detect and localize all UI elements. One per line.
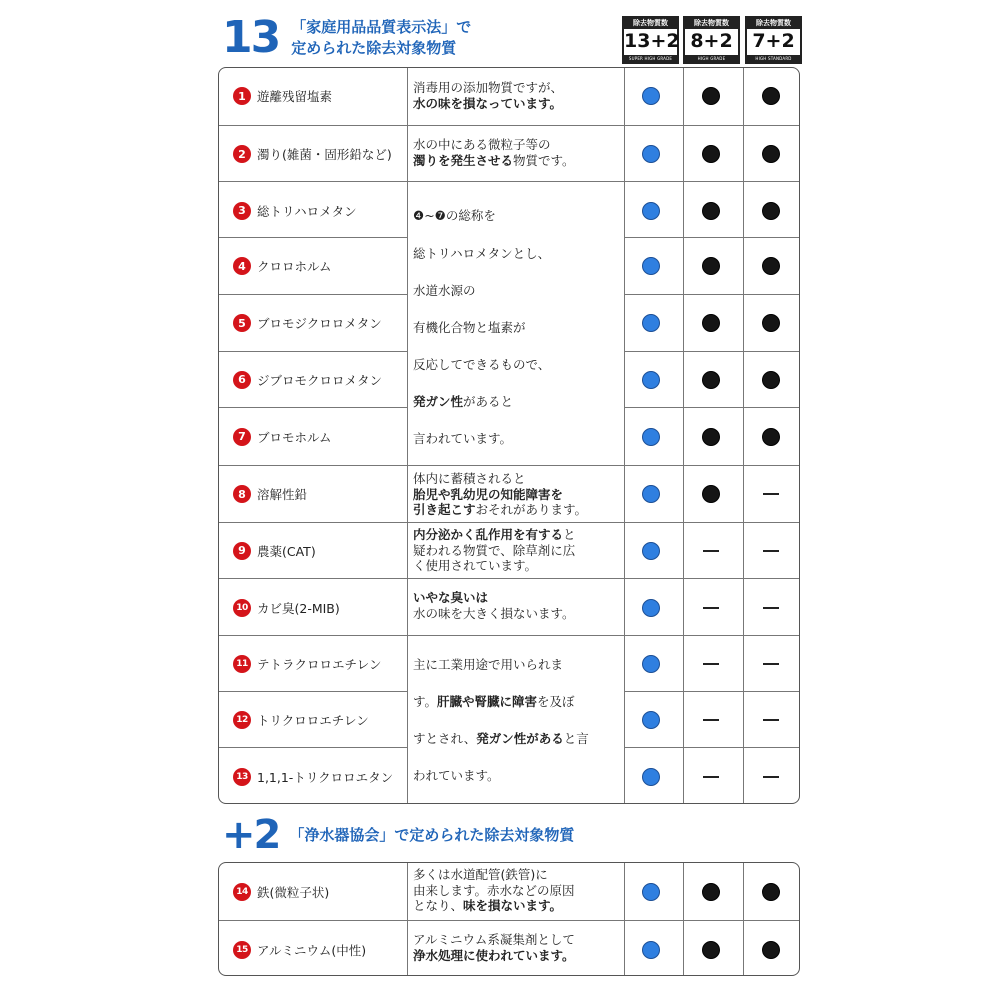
substance-name: 遊離残留塩素 (257, 89, 333, 105)
desc-item-15 (413, 932, 621, 963)
substance-name-cell (219, 238, 407, 295)
substance-name-cell (219, 523, 407, 580)
column-divider (683, 863, 684, 975)
desc-item-9 (413, 527, 621, 574)
desc-text: を及ぼ (537, 694, 575, 709)
desc-bold: 内分泌かく乱作用を有する (413, 527, 564, 542)
column-divider (743, 68, 744, 803)
not-supported-dash (763, 493, 779, 495)
removal-dot-blue-icon (642, 485, 660, 503)
section2-title: 「浄水器協会」で定められた除去対象物質 (289, 825, 575, 844)
desc-bold: 発ガン性がある (476, 731, 564, 746)
not-supported-dash (763, 663, 779, 665)
substance-name-cell (219, 863, 407, 920)
desc-line-bold: いやな臭いは (413, 590, 489, 605)
desc-item-14 (413, 867, 621, 914)
model-badge-13-2 (622, 16, 679, 64)
desc-line: 有機化合物と塩素が (413, 320, 526, 335)
not-supported-dash (703, 550, 719, 552)
desc-line: 疑われる物質で、除草剤に広 (413, 542, 576, 558)
substance-name-cell (219, 352, 407, 409)
item-number-badge: 8 (233, 485, 251, 503)
desc-line: われています。 (413, 768, 500, 783)
not-supported-dash (763, 550, 779, 552)
desc-text: 物質です。 (513, 152, 575, 168)
desc-text: と (563, 527, 576, 542)
removal-dot-black-icon (762, 428, 780, 446)
item-number-badge: 12 (233, 711, 251, 729)
desc-bold: 引き起こす (413, 502, 476, 517)
substance-name-cell (219, 408, 407, 465)
removal-dot-black-icon (762, 314, 780, 332)
section2-header (222, 812, 575, 858)
not-supported-dash (763, 719, 779, 721)
desc-bold: 発ガン性 (413, 394, 464, 409)
column-divider (624, 68, 625, 803)
substance-name-cell (219, 295, 407, 352)
desc-line: 水の中にある微粒子等の (413, 137, 551, 152)
item-number-badge: 1 (233, 87, 251, 105)
section1-header (222, 12, 472, 63)
badge-label: 除去物質数 (747, 18, 800, 29)
substance-name-cell (219, 692, 407, 749)
substance-name: 農薬(CAT) (257, 543, 316, 559)
removal-dot-blue-icon (642, 371, 660, 389)
column-divider (407, 68, 408, 803)
desc-line: 水道水源の (413, 283, 476, 298)
desc-text: となり、 (413, 898, 464, 913)
not-supported-dash (703, 776, 719, 778)
model-badge-8-2 (683, 16, 740, 64)
substance-name: ブロモジクロロメタン (257, 316, 382, 332)
desc-item-1 (413, 80, 621, 111)
desc-line-bold: 水の味を損なっています。 (413, 95, 563, 111)
desc-line: 多くは水道配管(鉄管)に (413, 867, 548, 882)
substance-name: 総トリハロメタン (257, 203, 357, 219)
item-number-badge: 13 (233, 768, 251, 786)
substance-name: トリクロロエチレン (257, 713, 369, 729)
item-number-badge: 5 (233, 314, 251, 332)
removal-dot-blue-icon (642, 941, 660, 959)
removal-dot-black-icon (762, 87, 780, 105)
desc-line: アルミニウム系凝集剤として (413, 932, 575, 947)
substance-name-cell (219, 466, 407, 523)
substance-table-13 (218, 67, 800, 804)
item-number-badge: 2 (233, 145, 251, 163)
model-badge-7-2 (745, 16, 802, 64)
item-number-badge: 3 (233, 202, 251, 220)
desc-line: 主に工業用途で用いられま (413, 657, 564, 672)
removal-dot-blue-icon (642, 202, 660, 220)
section2-number: +2 (222, 812, 280, 858)
item-number-badge: 7 (233, 428, 251, 446)
desc-line: 総トリハロメタンとし、 (413, 246, 551, 261)
substance-name: 鉄(微粒子状) (257, 884, 330, 900)
removal-dot-blue-icon (642, 883, 660, 901)
substance-table-2 (218, 862, 800, 976)
not-supported-dash (703, 719, 719, 721)
not-supported-dash (763, 776, 779, 778)
substance-name: カビ臭(2-MIB) (257, 600, 340, 616)
desc-item-8 (413, 471, 621, 518)
item-number-badge: 15 (233, 941, 251, 959)
substance-name-cell (219, 748, 407, 804)
desc-line (413, 527, 621, 543)
item-number-badge: 6 (233, 371, 251, 389)
removal-dot-black-icon (702, 428, 720, 446)
substance-name: クロロホルム (257, 259, 332, 275)
column-divider (683, 68, 684, 803)
badge-label: 除去物質数 (685, 18, 738, 29)
desc-text: があると (463, 394, 514, 409)
removal-dot-black-icon (702, 485, 720, 503)
substance-name-cell (219, 579, 407, 636)
desc-line: 言われています。 (413, 431, 513, 446)
item-number-badge: 9 (233, 542, 251, 560)
substance-name: 1,1,1-トリクロロエタン (257, 769, 394, 785)
substance-name: テトラクロロエチレン (257, 657, 382, 673)
removal-dot-blue-icon (642, 314, 660, 332)
desc-bold: 味を損ないます。 (463, 898, 563, 913)
desc-text: す。 (413, 694, 438, 709)
desc-bold: 濁りを発生させる (413, 152, 514, 168)
desc-bold: 肝臓や腎臓に障害 (437, 694, 538, 709)
not-supported-dash (763, 607, 779, 609)
substance-name-cell (219, 68, 407, 125)
substance-name-cell (219, 636, 407, 693)
desc-line: 体内に蓄積されると (413, 471, 526, 486)
badge-value: 13+2 (624, 30, 680, 52)
removal-dot-black-icon (702, 145, 720, 163)
item-number-badge: 14 (233, 883, 251, 901)
substance-name-cell (219, 182, 407, 239)
badge-value: 8+2 (690, 30, 733, 52)
removal-dot-blue-icon (642, 599, 660, 617)
removal-dot-black-icon (762, 941, 780, 959)
item-number-badge: 11 (233, 655, 251, 673)
badge-sub: SUPER HIGH GRADE (624, 55, 677, 62)
desc-line (413, 729, 589, 747)
desc-line: 水の味を大きく損ないます。 (413, 605, 575, 621)
removal-dot-black-icon (702, 371, 720, 389)
removal-dot-blue-icon (642, 428, 660, 446)
section1-title-line1: 「家庭用品品質表示法」で (291, 18, 472, 36)
desc-item-10 (413, 590, 621, 621)
desc-line-bold: 胎児や乳幼児の知能障害を (413, 486, 564, 502)
item-number-badge: 10 (233, 599, 251, 617)
desc-text: と言 (563, 731, 589, 746)
section1-number: 13 (222, 12, 280, 63)
desc-text: おそれがあります。 (475, 502, 588, 517)
section1-title (291, 17, 471, 59)
desc-line (413, 392, 513, 410)
removal-dot-blue-icon (642, 542, 660, 560)
removal-dot-blue-icon (642, 87, 660, 105)
removal-dot-blue-icon (642, 145, 660, 163)
not-supported-dash (703, 607, 719, 609)
desc-line (413, 692, 575, 710)
column-divider (624, 863, 625, 975)
removal-dot-blue-icon (642, 257, 660, 275)
desc-items-11-13 (413, 635, 621, 804)
desc-line: 由来します。赤水などの原因 (413, 882, 575, 898)
badge-value: 7+2 (752, 30, 795, 52)
badge-sub: HIGH GRADE (685, 55, 738, 62)
desc-line: ❹~❼の総称を (413, 208, 496, 223)
desc-line (413, 502, 621, 518)
substance-name: ジブロモクロロメタン (257, 372, 383, 388)
removal-dot-black-icon (702, 314, 720, 332)
desc-line: く使用されています。 (413, 558, 538, 573)
desc-line: 消毒用の添加物質ですが、 (413, 80, 564, 95)
removal-dot-blue-icon (642, 711, 660, 729)
column-divider (407, 863, 408, 975)
desc-line (413, 898, 621, 914)
badge-sub: HIGH STANDARD (747, 55, 800, 62)
removal-dot-black-icon (762, 202, 780, 220)
substance-name-cell (219, 921, 407, 976)
desc-line-bold: 浄水処理に使われています。 (413, 947, 575, 963)
removal-dot-black-icon (702, 941, 720, 959)
removal-dot-blue-icon (642, 655, 660, 673)
desc-item-2 (413, 137, 621, 168)
substance-name-cell (219, 126, 407, 183)
removal-dot-black-icon (702, 87, 720, 105)
badge-label: 除去物質数 (624, 18, 677, 29)
substance-name: ブロモホルム (257, 429, 332, 445)
substance-name: アルミニウム(中性) (257, 942, 367, 958)
removal-dot-black-icon (762, 371, 780, 389)
desc-line: 反応してできるもので、 (413, 357, 551, 372)
removal-dot-black-icon (762, 257, 780, 275)
column-divider (743, 863, 744, 975)
substance-name: 溶解性鉛 (257, 487, 308, 503)
removal-dot-black-icon (702, 257, 720, 275)
removal-dot-black-icon (762, 145, 780, 163)
removal-dot-black-icon (702, 202, 720, 220)
item-number-badge: 4 (233, 257, 251, 275)
substance-name: 濁り(雑菌・固形鉛など) (257, 147, 392, 163)
section1-title-line2: 定められた除去対象物質 (291, 39, 457, 57)
desc-text: すとされ、 (413, 731, 477, 746)
desc-line (413, 153, 621, 169)
removal-dot-black-icon (702, 883, 720, 901)
not-supported-dash (703, 663, 719, 665)
removal-dot-black-icon (762, 883, 780, 901)
removal-dot-blue-icon (642, 768, 660, 786)
